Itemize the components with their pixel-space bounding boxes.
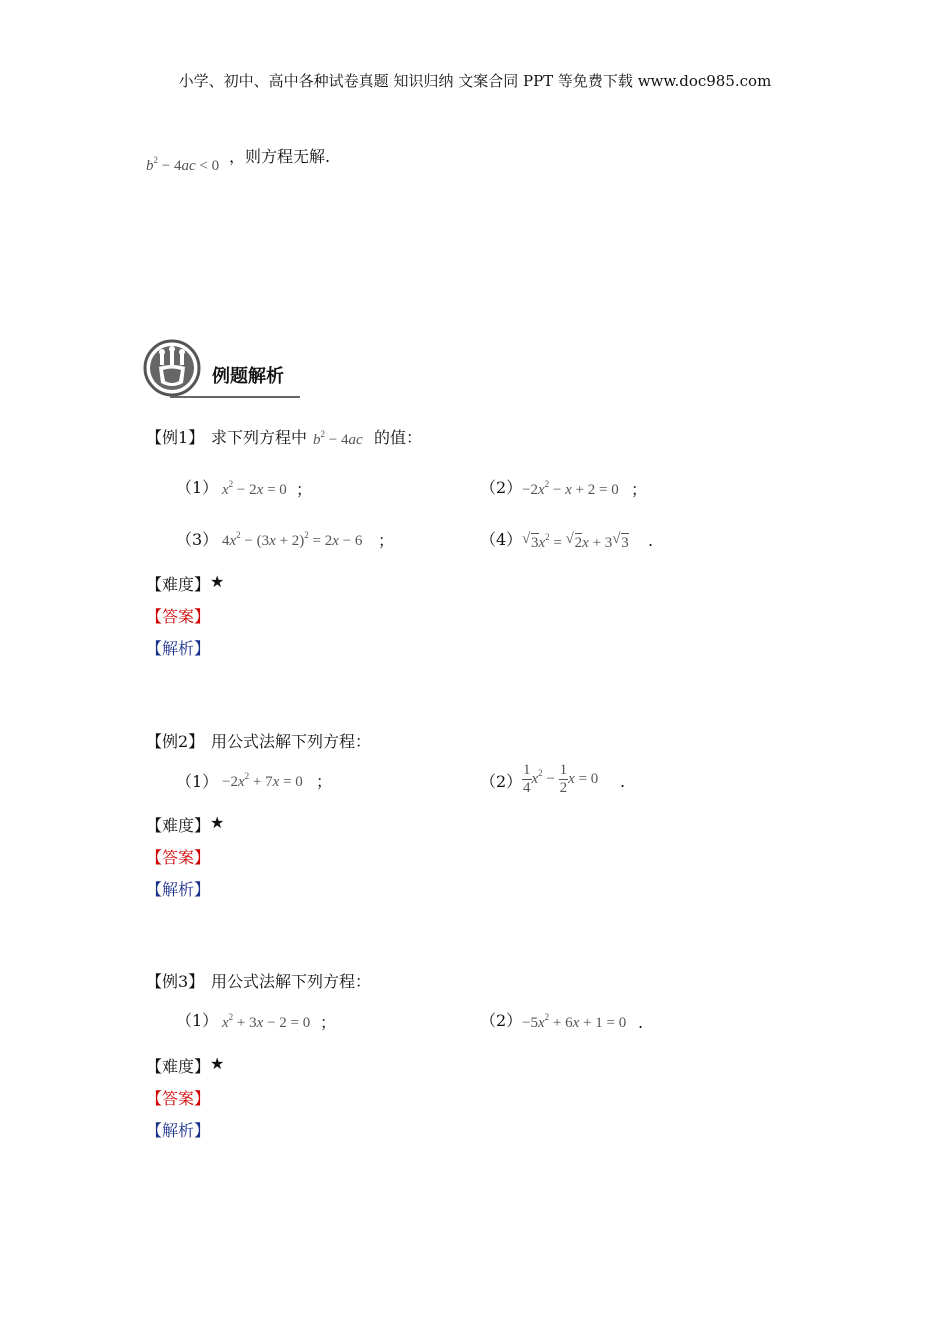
example1-item2-label: （2） — [480, 478, 523, 497]
example1-prompt-before: 求下列方程中 — [211, 428, 308, 447]
example2-item1-semicolon: ； — [316, 772, 333, 791]
section-icon — [143, 339, 201, 397]
example2-difficulty-stars: ★ — [210, 813, 225, 832]
example1-difficulty-stars: ★ — [210, 572, 225, 591]
example1-label: 【例1】 — [146, 428, 205, 447]
example3-difficulty-stars: ★ — [210, 1054, 225, 1073]
example1-prompt-after: 的值： — [374, 428, 423, 447]
intro-text: ，则方程无解. — [229, 147, 331, 166]
example3-item2-label: （2） — [480, 1011, 523, 1030]
example1-item4-label: （4） — [480, 530, 523, 549]
example2-item1-label: （1） — [176, 772, 219, 791]
example3-analysis-label: 【解析】 — [146, 1121, 211, 1140]
example3-item2-equation: $-5x^2 + 6x + 1 = 0$ — [522, 1012, 627, 1031]
example3-answer-label: 【答案】 — [146, 1089, 211, 1108]
discriminant-negative-formula: $b^2 - 4ac < 0$ — [146, 155, 220, 174]
example1-item2-equation: $-2x^2 - x + 2 = 0$ — [522, 479, 619, 498]
example1-item3-label: （3） — [176, 530, 219, 549]
example3-item1-semicolon: ； — [320, 1013, 337, 1032]
example1-item1-equation: $x^2 - 2x = 0$ — [222, 479, 287, 498]
example3-difficulty-label: 【难度】 — [146, 1057, 211, 1076]
example2-item2-period: . — [620, 772, 626, 791]
section-title: 例题解析 — [212, 366, 284, 387]
example1-analysis-label: 【解析】 — [146, 639, 211, 658]
example3-item1-equation: $x^2 + 3x - 2 = 0$ — [222, 1012, 311, 1031]
example1-item3-semicolon: ； — [378, 531, 395, 550]
example2-item2-label: （2） — [480, 772, 523, 791]
example2-label: 【例2】 — [146, 732, 205, 751]
example1-item1-semicolon: ； — [296, 480, 313, 499]
example1-difficulty-label: 【难度】 — [146, 575, 211, 594]
example1-item2-semicolon: ； — [631, 480, 648, 499]
example3-item2-period: . — [638, 1013, 644, 1032]
example2-item1-equation: $-2x^2 + 7x = 0$ — [222, 771, 303, 790]
example1-item4-period: . — [648, 531, 654, 550]
example3-item1-label: （1） — [176, 1011, 219, 1030]
example1-item4-equation: √ $3x^2$ = √ 2x + 3 √ 3 — [522, 531, 629, 551]
example2-answer-label: 【答案】 — [146, 848, 211, 867]
example1-item3-equation: $4x^2 - (3x + 2)^2 = 2x - 6$ — [222, 530, 363, 549]
example1-discriminant: $b^2 - 4ac$ — [313, 429, 363, 448]
example2-item2-equation: $\frac{1}{4}$ $x^2$ − $\frac{1}{2}$ x = 0 — [523, 762, 599, 796]
section-underline — [170, 396, 300, 398]
example2-analysis-label: 【解析】 — [146, 880, 211, 899]
example2-difficulty-label: 【难度】 — [146, 816, 211, 835]
example1-answer-label: 【答案】 — [146, 607, 211, 626]
example1-item1-label: （1） — [176, 478, 219, 497]
example3-label: 【例3】 — [146, 972, 205, 991]
page-header: 小学、初中、高中各种试卷真题 知识归纳 文案合同 PPT 等免费下载 www.doc985.com — [178, 72, 772, 90]
example2-prompt: 用公式法解下列方程： — [211, 732, 372, 751]
example3-prompt: 用公式法解下列方程： — [211, 972, 372, 991]
